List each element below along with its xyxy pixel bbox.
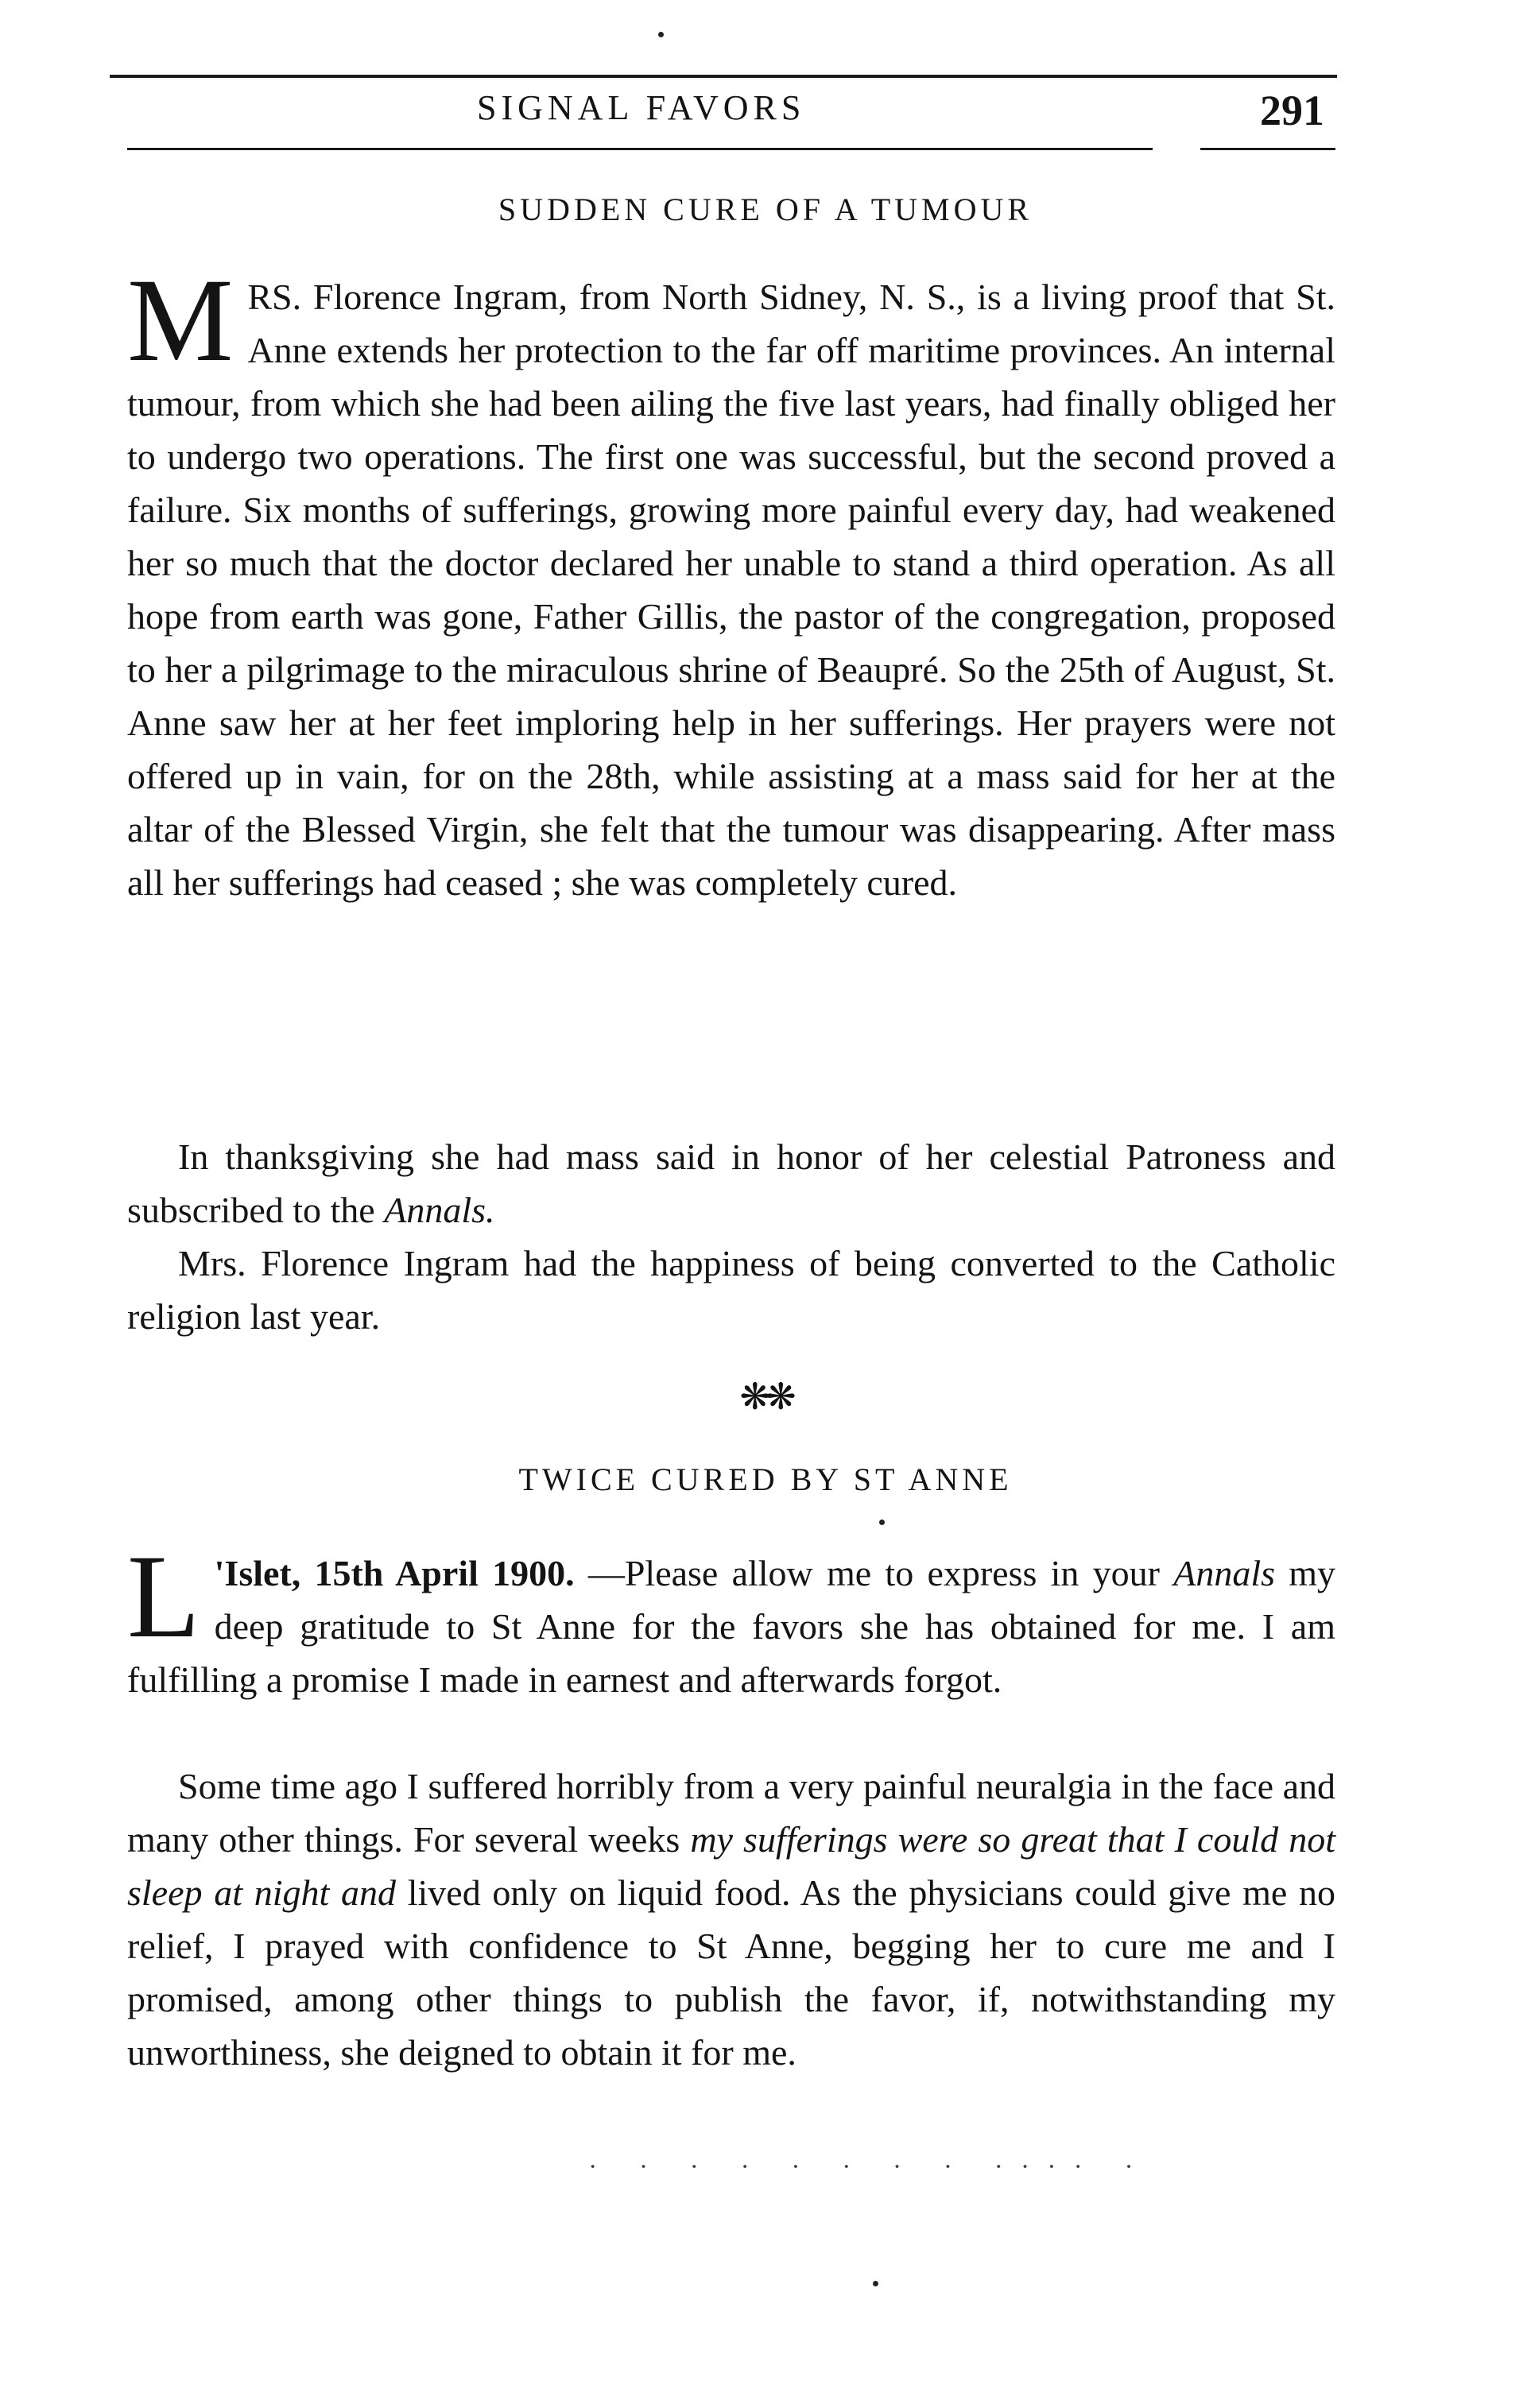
running-head xyxy=(0,86,1531,141)
paragraph-ingram-account xyxy=(127,254,1335,909)
annals-italic: Annals. xyxy=(384,1190,495,1230)
paragraph-letter-opening xyxy=(127,1531,1336,1706)
drop-cap-m: M xyxy=(127,254,234,386)
print-speck xyxy=(879,1520,885,1525)
print-speck xyxy=(873,2281,878,2286)
section-title-twice-cured: TWICE CURED BY ST ANNE xyxy=(518,1461,1013,1497)
running-head-title: SIGNAL FAVORS xyxy=(477,88,806,127)
drop-cap-l: L xyxy=(127,1531,200,1663)
paragraph-text: Some time ago I suffered horribly from a very painful neuralgia in the face and many other things. For several weeks xyxy=(127,1766,1335,1860)
page-number: 291 xyxy=(1260,87,1324,134)
header-rule-bottom-page xyxy=(1200,148,1335,150)
print-specks: · · · · · · · · ···· · xyxy=(588,2152,1151,2182)
dateline: 'Islet, 15th April 1900. xyxy=(214,1553,575,1593)
header-rule-bottom xyxy=(127,148,1153,150)
paragraph-text: lived only on liquid food. As the physicians could give me no relief, I prayed with confidence to St Anne, begging her to cure me and I promised, among other things to publish the favor, if, notwithstanding my unworthiness, she deigned to obtain it for me. xyxy=(127,1872,1336,2073)
paragraph-conversion xyxy=(127,1237,1335,1343)
paragraph-neuralgia xyxy=(127,1760,1335,2079)
paragraph-text: In thanksgiving she had mass said in honor of her celestial Patroness and subscribed to the xyxy=(127,1136,1335,1230)
paragraph-italic-text: my sufferings were so great that I could not sleep at night and xyxy=(127,1819,1335,1913)
paragraph-text: Mrs. Florence Ingram had the happiness of being converted to the Catholic religion last year. xyxy=(127,1243,1335,1337)
paragraph-text: —Please allow me to express in your xyxy=(574,1553,1160,1593)
paragraph-text: my deep gratitude to St Anne for the favors she has obtained for me. I am fulfilling a promise I made in earnest and afterwards forgot. xyxy=(127,1553,1336,1700)
header-rule-top xyxy=(110,75,1337,78)
paragraph-thanksgiving xyxy=(127,1130,1335,1237)
paragraph-text: RS. Florence Ingram, from North Sidney, N. S., is a living proof that St. Anne extends her protection to the far off maritime provinces. An internal tumour, from which she had been ailing the five last years, had finally obliged her to undergo two operations. The first one was successful, but the second proved a failure. Six months of sufferings, growing more painful every day, had weakened her so much that the doctor declared her unable to stand a third operation. As all hope from earth was gone, Father Gillis, the pastor of the congregation, proposed to her a pilgrimage to the miraculous shrine of Beaupré. So the 25th of August, St. Anne saw her at her feet imploring help in her sufferings. Her prayers were not offered up in vain, for on the 28th, while assisting at a mass said for her at the altar of the Blessed Virgin, she felt that the tumour was disappearing. After mass all her sufferings had ceased ; she was completely cured. xyxy=(127,277,1335,903)
annals-italic: Annals xyxy=(1173,1553,1275,1593)
print-speck xyxy=(658,32,664,37)
section-title-tumour-cure: SUDDEN CURE OF A TUMOUR xyxy=(498,192,1033,227)
section-divider-ornament: ❋❋ xyxy=(739,1376,792,1417)
